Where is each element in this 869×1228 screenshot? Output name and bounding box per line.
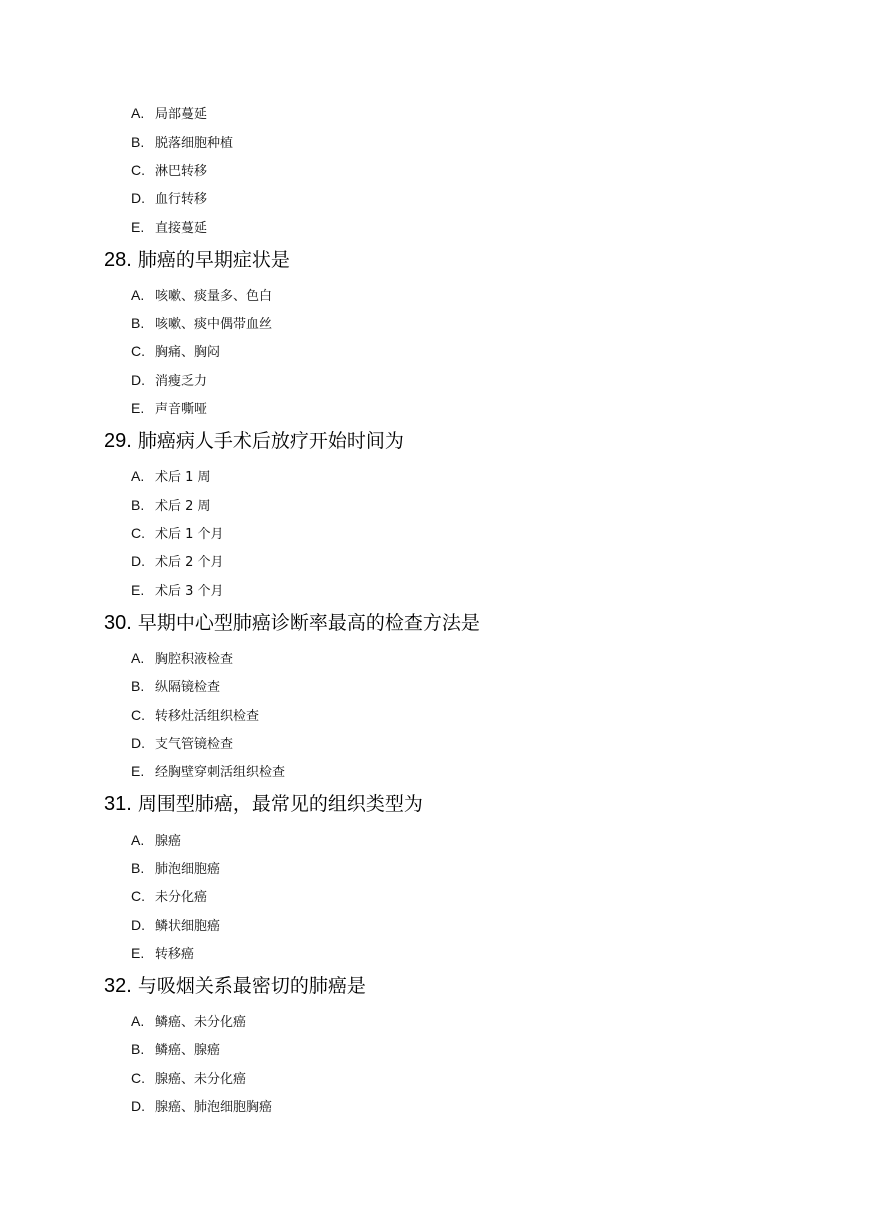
option-text: 胸痛、胸闷 <box>155 345 221 360</box>
option-text: 淋巴转移 <box>155 164 208 179</box>
question-28-option-c <box>131 341 220 361</box>
option-letter: B. <box>131 678 145 694</box>
option-letter: A. <box>131 1013 145 1029</box>
option-text: 肺泡细胞癌 <box>155 862 221 877</box>
option-letter: A. <box>131 287 145 303</box>
question-30-option-b <box>131 676 220 696</box>
question-29-option-b <box>131 495 211 515</box>
question-32-option-b <box>131 1039 220 1059</box>
question-31-option-c <box>131 886 207 906</box>
question-29-option-c <box>131 523 224 543</box>
option-text: 术后 1 周 <box>155 470 211 485</box>
question-32-option-d <box>131 1096 272 1116</box>
option-text: 转移癌 <box>155 947 195 962</box>
option-letter: A. <box>131 832 145 848</box>
question-30-option-a <box>131 648 233 668</box>
option-text: 咳嗽、痰中偶带血丝 <box>155 317 273 332</box>
question-28-option-d <box>131 370 207 390</box>
question-32-option-a <box>131 1011 246 1031</box>
option-text: 术后 1 个月 <box>155 527 224 542</box>
option-letter: E. <box>131 945 145 961</box>
question-29-option-d <box>131 551 224 571</box>
option-letter: C. <box>131 707 145 723</box>
option-text: 经胸壁穿刺活组织检查 <box>155 765 286 780</box>
question-text: 周围型肺癌，最常见的组织类型为 <box>137 793 423 815</box>
option-text: 支气管镜检查 <box>155 737 234 752</box>
question-31-option-d <box>131 915 220 935</box>
option-orphan-a <box>131 103 207 123</box>
option-letter: A. <box>131 105 145 121</box>
question-text: 肺癌病人手术后放疗开始时间为 <box>137 430 404 452</box>
option-text: 转移灶活组织检查 <box>155 709 260 724</box>
option-letter: C. <box>131 1070 145 1086</box>
option-letter: D. <box>131 553 145 569</box>
option-text: 鳞状细胞癌 <box>155 919 221 934</box>
option-text: 咳嗽、痰量多、色白 <box>155 289 273 304</box>
question-31-option-e <box>131 943 194 963</box>
option-text: 直接蔓延 <box>155 221 208 236</box>
option-text: 术后 2 周 <box>155 499 211 514</box>
option-text: 消瘦乏力 <box>155 374 208 389</box>
option-letter: B. <box>131 315 145 331</box>
option-letter: C. <box>131 162 145 178</box>
option-text: 声音嘶哑 <box>155 402 208 417</box>
option-letter: B. <box>131 860 145 876</box>
question-31-option-b <box>131 858 220 878</box>
option-letter: C. <box>131 525 145 541</box>
option-letter: D. <box>131 372 145 388</box>
option-letter: A. <box>131 650 145 666</box>
option-text: 腺癌 <box>155 834 182 849</box>
question-28-option-a <box>131 285 272 305</box>
question-28-option-e <box>131 398 207 418</box>
option-orphan-d <box>131 188 207 208</box>
option-letter: D. <box>131 735 145 751</box>
question-30-option-c <box>131 705 259 725</box>
question-30-option-d <box>131 733 233 753</box>
question-32-option-c <box>131 1068 246 1088</box>
option-text: 胸腔积液检查 <box>155 652 234 667</box>
option-letter: E. <box>131 400 145 416</box>
option-text: 术后 3 个月 <box>155 584 224 599</box>
option-text: 鳞癌、腺癌 <box>155 1043 221 1058</box>
question-29-option-a <box>131 466 211 486</box>
option-letter: D. <box>131 190 145 206</box>
option-text: 腺癌、肺泡细胞胸癌 <box>155 1100 273 1115</box>
option-letter: C. <box>131 888 145 904</box>
option-text: 术后 2 个月 <box>155 555 224 570</box>
option-letter: A. <box>131 468 145 484</box>
question-text: 早期中心型肺癌诊断率最高的检查方法是 <box>137 612 480 634</box>
option-text: 纵隔镜检查 <box>155 680 221 695</box>
option-orphan-c <box>131 160 207 180</box>
option-text: 鳞癌、未分化癌 <box>155 1015 247 1030</box>
option-letter: E. <box>131 582 145 598</box>
option-text: 腺癌、未分化癌 <box>155 1072 247 1087</box>
question-28-stem <box>104 247 290 273</box>
question-text: 肺癌的早期症状是 <box>137 249 290 271</box>
question-32-stem <box>104 973 366 999</box>
option-text: 未分化癌 <box>155 890 208 905</box>
question-28-option-b <box>131 313 272 333</box>
option-letter: E. <box>131 219 145 235</box>
question-31-option-a <box>131 830 181 850</box>
option-text: 脱落细胞种植 <box>155 136 234 151</box>
question-30-stem <box>104 610 480 636</box>
option-letter: E. <box>131 763 145 779</box>
option-letter: B. <box>131 497 145 513</box>
option-letter: D. <box>131 917 145 933</box>
question-number: 28. <box>104 249 132 271</box>
option-letter: B. <box>131 134 145 150</box>
option-orphan-b <box>131 132 233 152</box>
option-text: 血行转移 <box>155 192 208 207</box>
option-text: 局部蔓延 <box>155 107 208 122</box>
question-29-option-e <box>131 580 224 600</box>
option-letter: D. <box>131 1098 145 1114</box>
question-number: 32. <box>104 975 132 997</box>
option-orphan-e <box>131 217 207 237</box>
question-30-option-e <box>131 761 285 781</box>
question-text: 与吸烟关系最密切的肺癌是 <box>137 975 366 997</box>
question-31-stem <box>104 791 423 817</box>
question-29-stem <box>104 428 404 454</box>
question-number: 29. <box>104 430 132 452</box>
option-letter: B. <box>131 1041 145 1057</box>
question-number: 30. <box>104 612 132 634</box>
question-number: 31. <box>104 793 132 815</box>
option-letter: C. <box>131 343 145 359</box>
